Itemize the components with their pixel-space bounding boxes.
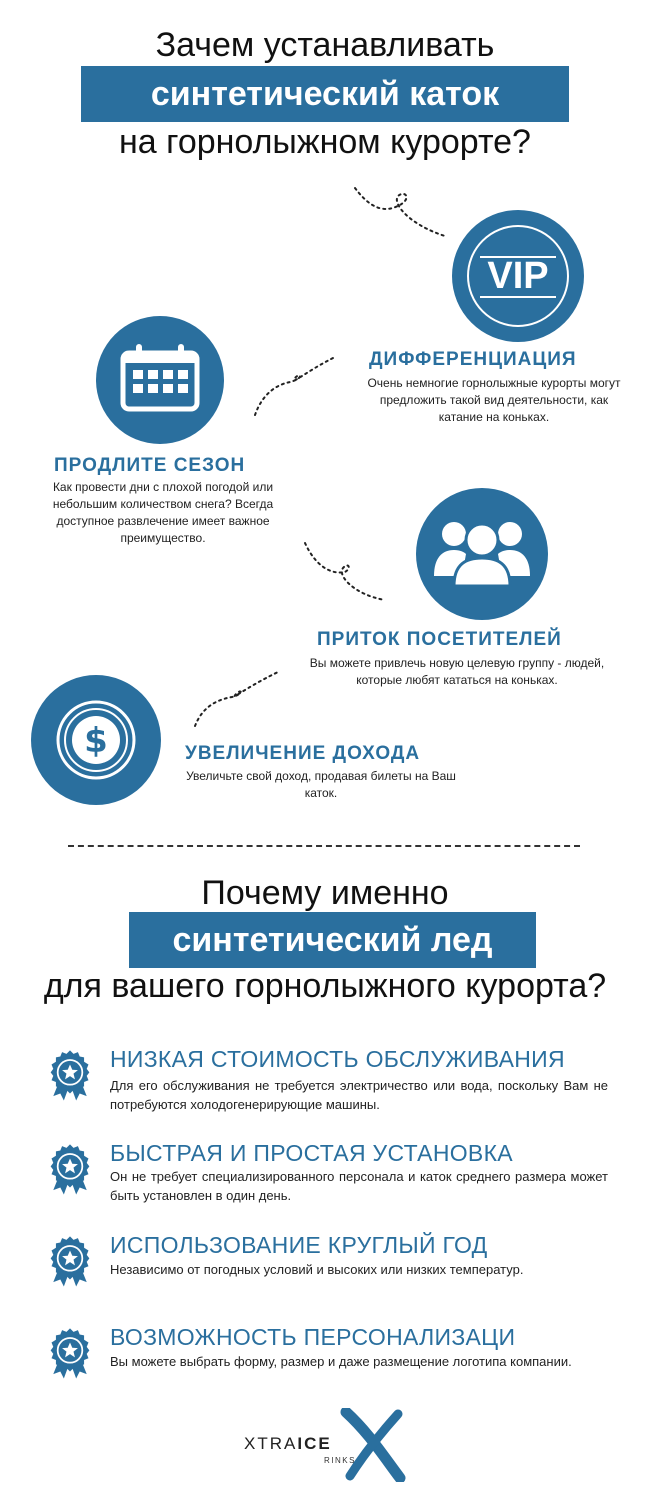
feature-season-title: ПРОДЛИТЕ СЕЗОН [54,455,246,476]
item-text: Вы можете выбрать форму, размер и даже размещение логотипа компании. [110,1354,572,1369]
list-item [48,1046,608,1126]
item-text: Он не требует специализированного персонала и каток среднего размера может быть установлен в один день. [110,1169,608,1203]
calendar-circle [96,316,224,444]
svg-text:$: $ [84,721,108,761]
people-icon [416,488,548,620]
vip-circle [452,210,584,342]
dollar-circle [31,675,161,805]
x-logo-icon [338,1408,408,1482]
section1-title-top: Зачем устанавливать [155,26,495,64]
feature-income-text: Увеличьте свой доход, продавая билеты на Ваш каток. [186,769,456,800]
section2-title-top: Почему именно [201,874,449,912]
section1-title-bottom: на горнолыжном курорте? [119,123,531,161]
brand-logo [240,1408,410,1484]
item-title: ИСПОЛЬЗОВАНИЕ КРУГЛЫЙ ГОД [110,1232,488,1258]
dollar-icon [31,675,161,805]
award-rosette-icon [48,1326,92,1380]
logo-text-rinks: RINKS [324,1456,356,1465]
feature-differentiation-title: ДИФФЕРЕНЦИАЦИЯ [369,349,577,370]
list-item [48,1324,608,1404]
item-title: БЫСТРАЯ И ПРОСТАЯ УСТАНОВКА [110,1140,513,1166]
item-text: Независимо от погодных условий и высоких или низких температур. [110,1262,524,1277]
item-title: НИЗКАЯ СТОИМОСТЬ ОБСЛУЖИВАНИЯ [110,1046,565,1072]
item-title: ВОЗМОЖНОСТЬ ПЕРСОНАЛИЗАЦИ [110,1324,516,1350]
feature-differentiation-text: Очень немногие горнолыжные курорты могут предложить такой вид деятельности, как катание на коньках. [367,376,621,424]
vip-badge-text: VIP [487,255,549,297]
feature-income-title: УВЕЛИЧЕНИЕ ДОХОДА [185,743,421,764]
section-divider [68,845,580,847]
feature-visitors-title: ПРИТОК ПОСЕТИТЕЛЕЙ [317,629,562,650]
calendar-icon [96,316,224,444]
section1-title-band: синтетический каток [81,66,569,122]
item-text: Для его обслуживания не требуется электричество или вода, поскольку Вам не потребуются холодогенерирующие машины. [110,1078,608,1112]
feature-season-text: Как провести дни с плохой погодой или небольшим количеством снега? Всегда доступное развлечение имеет важное преимущество. [52,480,274,545]
section2-title-bottom: для вашего горнолыжного курорта? [43,967,607,1005]
award-rosette-icon [48,1048,92,1102]
logo-text-xtra: XTRA [244,1434,298,1453]
logo-text-ice: ICE [297,1434,332,1453]
section2-title-band: синтетический лед [129,912,536,968]
feature-visitors-text: Вы можете привлечь новую целевую группу - людей, которые любят кататься на коньках. [309,656,605,687]
people-circle [416,488,548,620]
award-rosette-icon [48,1142,92,1196]
list-item [48,1140,608,1220]
award-rosette-icon [48,1234,92,1288]
list-item [48,1232,608,1312]
